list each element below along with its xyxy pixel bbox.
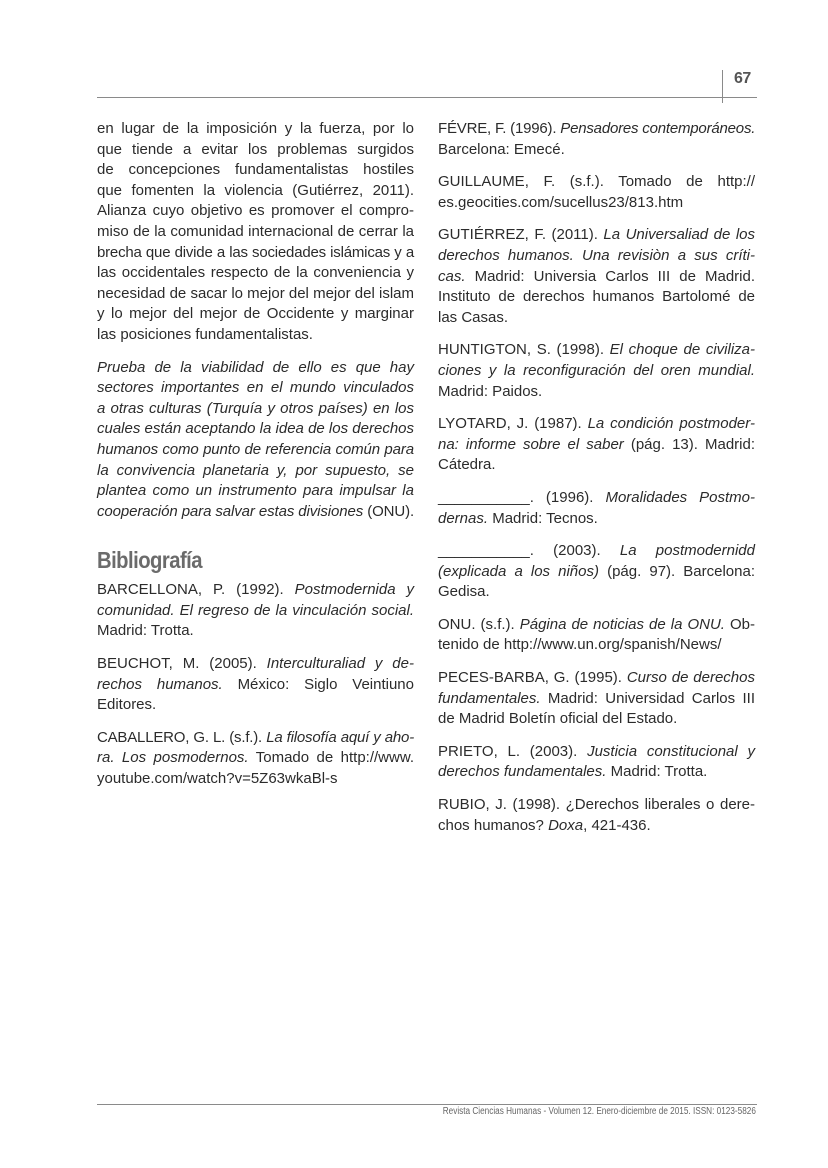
text-line [438,340,755,361]
text-segment: brecha que divide a las sociedades islámicas y a [97,243,414,261]
reference-entry [438,225,755,328]
reference-entry [438,795,755,836]
italic-text: cuales están aceptando la idea de los derechos [97,420,414,438]
text-line [438,488,755,509]
text-line [438,635,755,656]
reference-entry [438,340,755,402]
text-line [438,562,755,583]
italic-text: ciones y la reconfiguración del oren mundial. [438,361,755,379]
italic-text: a otras culturas (Turquía y otros países) en los [97,399,414,417]
text-line [438,742,755,763]
text-line [97,695,414,716]
text-line [97,243,414,264]
italic-text: Pensadores contemporáneos. [560,120,756,137]
paragraph [97,119,414,346]
text-segment: Cátedra. [438,456,496,474]
italic-text: rechos humanos. [97,675,223,693]
text-line [97,440,414,461]
text-segment: (pág. 97). Barcelona: [599,562,755,580]
text-segment: Tomado de http://www. [248,749,415,767]
text-line [97,601,414,622]
text-line [438,615,755,636]
italic-text: cooperación para salvar estas divisiones [97,502,368,520]
text-line [438,172,755,193]
italic-text: La postmodernidd [619,542,755,560]
text-line [97,461,414,482]
italic-text: ra. Los posmodernos. [97,749,249,767]
text-segment: las posiciones fundamentalistas. [97,325,313,343]
text-segment: Editores. [97,696,157,714]
header-rule [97,97,757,98]
text-segment: PECES-BARBA, G. (1995). [438,669,627,687]
italic-text: sectores importantes en el mundo vinculados [97,379,414,397]
text-line [438,414,755,435]
italic-text: (explicada a los niños) [438,562,599,580]
reference-entry [438,488,755,529]
reference-entry [438,172,755,213]
reference-entry [438,742,755,783]
text-line [97,728,414,749]
footer-rule [97,1104,757,1105]
reference-entry [438,119,755,160]
text-segment: ONU. (s.f.). [438,615,520,633]
reference-entry [438,615,755,656]
text-segment: en lugar de la imposición y la fuerza, por lo [97,120,414,137]
left-column [97,119,414,802]
reference-entry [438,668,755,730]
text-segment: BARCELLONA, P. (1992). [97,581,295,599]
text-segment: Instituto de derechos humanos Bartolomé de [438,288,755,306]
body-text [97,119,414,522]
text-segment: Ob- [724,615,755,633]
text-line [438,119,755,140]
text-segment: necesidad de sacar lo mejor del mejor del islam [97,284,414,302]
text-line [97,580,414,601]
text-line [97,654,414,675]
text-segment: Madrid: Universidad Carlos III [540,689,755,707]
text-line [438,435,755,456]
italic-text: El choque de civiliza- [609,341,755,359]
text-line [97,502,414,523]
right-column [438,119,755,848]
italic-text: plantea como un instrumento para impulsar la [97,482,414,500]
footer-citation: Revista Ciencias Humanas - Volumen 12. Enero-diciembre de 2015. ISSN: 0123-5826 [442,1106,756,1117]
italic-text: dernas. [438,509,489,527]
text-segment: HUNTIGTON, S. (1998). [438,341,610,359]
text-segment: (pág. 13). Madrid: [623,435,755,453]
italic-text: Página de noticias de la ONU. [519,615,725,633]
text-line [97,769,414,790]
reference-list [97,580,414,789]
italic-text: fundamentales. [438,689,541,707]
text-line [97,160,414,181]
text-segment: PRIETO, L. (2003). [438,742,588,760]
text-segment: Madrid: Trotta. [606,763,708,781]
text-line [438,509,755,530]
reference-entry [97,580,414,642]
italic-text: derechos fundamentales. [438,763,607,781]
italic-text: humanos como punto de referencia común para [97,440,414,458]
text-line [438,582,755,603]
text-line [438,267,755,288]
text-line [438,246,755,267]
italic-text: La filosofía aquí y aho- [266,728,414,746]
text-line [97,481,414,502]
text-line [97,181,414,202]
italic-text: Justicia constitucional y [587,742,755,760]
text-segment: que fomenten la violencia (Gutiérrez, 2011). [97,181,414,199]
text-line [438,816,755,837]
text-segment: y lo mejor del mejor de Occidente y marginar [97,305,414,323]
italic-text: la convivencia planetaria y, por supuesto, se [97,461,414,479]
italic-text: Doxa [548,816,584,834]
text-segment: CABALLERO, G. L. (s.f.). [97,728,267,746]
bibliography-heading: Bibliografía [97,547,202,574]
text-line [97,284,414,305]
text-segment: BEUCHOT, M. (2005). [97,655,267,673]
italic-text: Interculturaliad y de- [266,655,414,673]
text-line [97,201,414,222]
text-line [97,419,414,440]
text-segment: Madrid: Universia Carlos III de Madrid. [465,267,755,285]
text-segment: de concepciones fundamentalistas hostiles [97,161,414,179]
text-line [97,399,414,420]
text-segment: ___________. (1996). [438,488,606,506]
text-segment: RUBIO, J. (1998). ¿Derechos liberales o dere- [438,796,755,814]
text-segment: Madrid: Paidos. [438,382,543,400]
text-line [97,222,414,243]
text-line [438,709,755,730]
text-line [97,378,414,399]
text-segment: youtube.com/watch?v=5Z63wkaBl-s [97,770,338,788]
italic-text: La Universaliad de los [603,226,755,244]
reference-entry [438,541,755,603]
text-line [97,325,414,346]
text-line [97,263,414,284]
text-segment: de Madrid Boletín oficial del Estado. [438,710,678,728]
text-segment: Alianza cuyo objetivo es promover el compro- [97,202,414,220]
italic-text: na: informe sobre el saber [438,435,624,453]
text-segment: Madrid: Trotta. [97,622,194,640]
text-segment: Barcelona: Emecé. [438,140,565,158]
italic-text: Prueba de la viabilidad de ello es que hay [97,358,414,376]
italic-text: comunidad. El regreso de la vinculación social. [97,601,414,619]
text-line [438,361,755,382]
text-line [438,762,755,783]
text-segment: miso de la comunidad internacional de cerrar la [97,222,414,240]
italic-text: La condición postmoder- [587,415,755,433]
text-segment: México: Siglo Veintiuno [222,675,414,693]
text-line [97,140,414,161]
italic-text: Curso de derechos [626,669,755,687]
header-tick [722,70,723,103]
text-segment: FÉVRE, F. (1996). [438,120,561,137]
text-segment: (ONU). [367,502,415,520]
text-segment: las occidentales respecto de la conveniencia y [97,264,414,282]
paragraph [97,358,414,523]
text-segment: que tiende a evitar los problemas surgidos [97,140,414,158]
reference-entry [438,414,755,476]
text-segment: las Casas. [438,308,509,326]
reference-entry [97,654,414,716]
italic-text: Moralidades Postmo- [605,488,755,506]
text-line [438,225,755,246]
text-segment: es.geocities.com/sucellus23/813.htm [438,193,684,211]
text-line [97,621,414,642]
reference-entry [97,728,414,790]
text-segment: tenido de http://www.un.org/spanish/News/ [438,636,722,654]
text-segment: Madrid: Tecnos. [488,509,598,527]
text-segment: LYOTARD, J. (1987). [438,415,588,433]
page-number: 67 [734,70,751,87]
text-line [438,193,755,214]
text-line [438,140,755,161]
text-line [97,748,414,769]
text-line [97,358,414,379]
text-line [97,675,414,696]
text-segment: GUTIÉRREZ, F. (2011). [438,226,604,244]
text-segment: GUILLAUME, F. (s.f.). Tomado de http:// [438,173,755,191]
italic-text: derechos humanos. Una revisiòn a sus críti- [438,246,755,264]
text-segment: Gedisa. [438,583,490,601]
text-line [97,304,414,325]
italic-text: Postmodernida y [294,581,414,599]
text-line [438,455,755,476]
text-line [438,382,755,403]
text-line [438,287,755,308]
text-segment: ___________. (2003). [438,542,620,560]
text-line [438,795,755,816]
text-line [438,689,755,710]
text-line [438,668,755,689]
text-segment: , 421-436. [583,816,651,834]
reference-list [438,119,755,836]
text-line [438,308,755,329]
text-segment: chos humanos? [438,816,549,834]
text-line [97,119,414,140]
text-line [438,541,755,562]
italic-text: cas. [438,267,466,285]
